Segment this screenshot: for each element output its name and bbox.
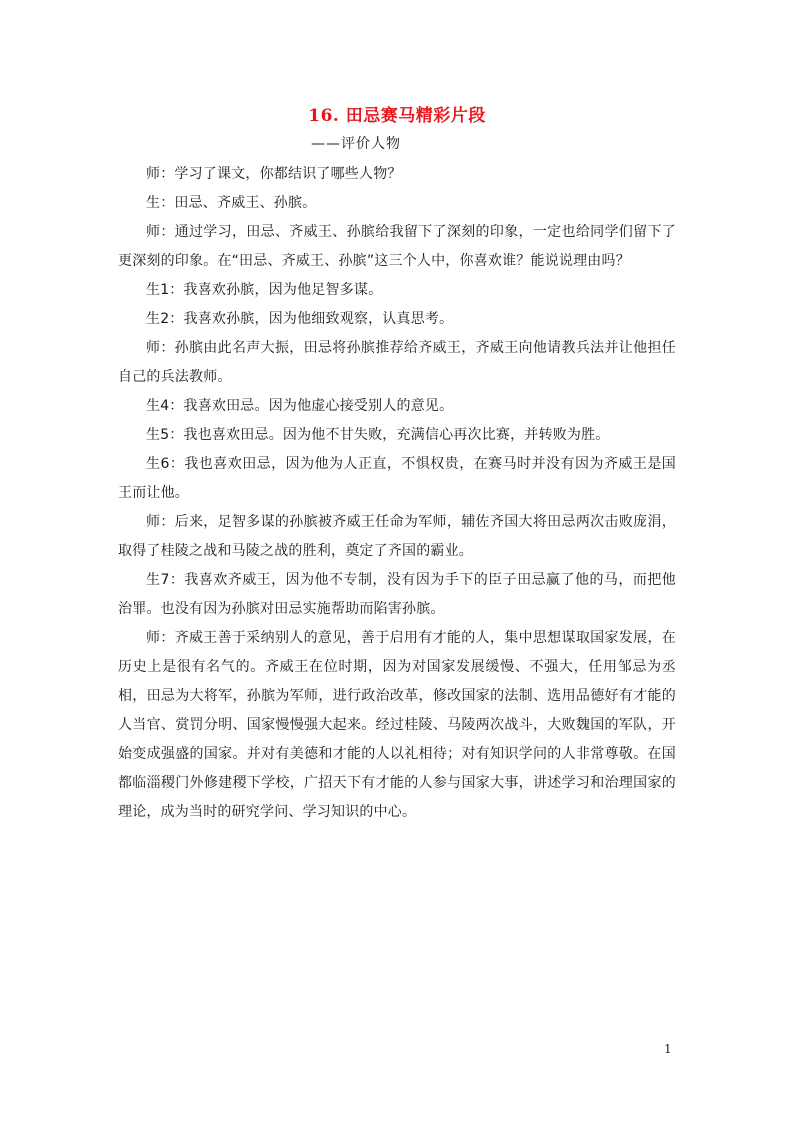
document-subtitle: ——评价人物 [311, 136, 401, 152]
document-body [118, 160, 676, 827]
paragraph: 生2：我喜欢孙膑，因为他细致观察，认真思考。 [146, 311, 454, 327]
paragraph: 生7：我喜欢齐威王，因为他不专制，没有因为手下的臣子田忌赢了他的马，而把他治罪。也没有因为孙膑对田忌实施帮助而陷害孙膑。 [118, 572, 676, 617]
paragraph: 师：齐威王善于采纳别人的意见，善于启用有才能的人，集中思想谋取国家发展，在历史上是很有名气的。齐威王在位时期，因为对国家发展缓慢、不强大，任用邹忌为丞相，田忌为大将军，孙膑为军师，进行政治改革，修改国家的法制、选用品德好有才能的人当官、赏罚分明、国家慢慢强大起来。经过桂陵、马陵两次战斗，大败魏国的军队，开始变成强盛的国家。并对有美德和才能的人以礼相待；对有知识学问的人非常尊敬。在国都临淄稷门外修建稷下学校，广招天下有才能的人参与国家大事，讲述学习和治理国家的理论，成为当时的研究学问、学习知识的中心。 [118, 630, 676, 820]
paragraph: 师：通过学习，田忌、齐威王、孙膑给我留下了深刻的印象，一定也给同学们留下了更深刻的印象。在“田忌、齐威王、孙膑”这三个人中，你喜欢谁？能说说理由吗？ [118, 224, 676, 269]
paragraph: 生5：我也喜欢田忌。因为他不甘失败，充满信心再次比赛，并转败为胜。 [146, 427, 610, 443]
paragraph: 生6：我也喜欢田忌，因为他为人正直，不惧权贵，在赛马时并没有因为齐威王是国王而让他。 [118, 456, 676, 501]
paragraph: 师：学习了课文，你都结识了哪些人物？ [146, 166, 402, 182]
document-title: 16. 田忌赛马精彩片段 [308, 106, 486, 126]
paragraph: 师：后来，足智多谋的孙膑被齐威王任命为军师，辅佐齐国大将田忌两次击败庞涓，取得了桂陵之战和马陵之战的胜利，奠定了齐国的霸业。 [118, 514, 676, 559]
paragraph: 生：田忌、齐威王、孙膑。 [146, 195, 317, 211]
paragraph: 生1：我喜欢孙膑，因为他足智多谋。 [146, 282, 383, 298]
page-number: 1 [664, 1042, 672, 1056]
paragraph: 生4：我喜欢田忌。因为他虚心接受别人的意见。 [146, 398, 454, 414]
paragraph: 师：孙膑由此名声大振，田忌将孙膑推荐给齐威王，齐威王向他请教兵法并让他担任自己的兵法教师。 [118, 340, 676, 385]
